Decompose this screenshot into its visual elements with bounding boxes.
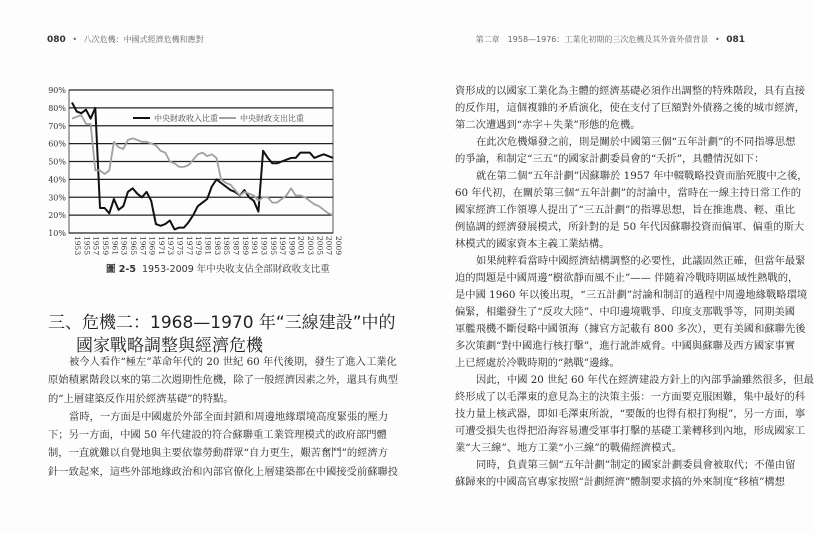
paragraph-line: 軍艦飛機不斷侵略中國領海（據官方記載有 800 多次），更有美國和蘇聯先後 xyxy=(455,323,806,335)
x-tick-label: 1977 xyxy=(184,236,194,256)
x-tick-label: 1973 xyxy=(166,236,176,256)
paragraph-line: 業“大三線”、地方工業“小三線”的戰備經濟模式。 xyxy=(455,442,682,454)
paragraph-line: 偏緊，相繼發生了“反攻大陸”、中印邊境戰爭、印度支那戰爭等，同期美國 xyxy=(455,306,796,318)
paragraph-line: 第二次遭遇到“赤字＋失業”形態的危機。 xyxy=(455,119,641,131)
left-page-number: 080 xyxy=(47,35,66,45)
paragraph-line: 因此，中國 20 世紀 60 年代在經濟建設方針上的內部爭論雖然很多，但最 xyxy=(476,374,814,386)
y-tick-label: 60% xyxy=(48,139,66,149)
x-tick-label: 2007 xyxy=(324,236,334,256)
x-tick-label: 1963 xyxy=(119,236,129,256)
x-tick-label: 1959 xyxy=(100,236,110,256)
paragraph-line: 上已經處於冷戰時期的“熱戰”邊緣。 xyxy=(455,357,620,369)
paragraph-line: 針一致起來，這些外部地緣政治和內部官僚化上層建築都在中國接受前蘇聯投 xyxy=(48,465,399,478)
left-page-body xyxy=(48,353,399,481)
paragraph-line: 國家經濟工作領導人提出了“三五計劃”的指導思想，旨在推進農、輕、重比 xyxy=(455,204,796,216)
paragraph-line: 資形成的以國家工業化為主體的經濟基礎必須作出調整的特殊階段，具有直接 xyxy=(455,85,806,97)
x-tick-label: 1953 xyxy=(73,236,82,256)
paragraph-line: 蘇歸來的中國高官專家按照“計劃經濟”體制要求搞的外來制度“移植”構想 xyxy=(455,476,785,488)
paragraph-line: 可遭受損失也得把沿海容易遭受軍事打擊的基礎工業轉移到內地，形成國家工 xyxy=(455,425,806,437)
paragraph-line: 的“上層建築反作用於經濟基礎”的特點。 xyxy=(48,392,234,405)
section-heading-line-1: 三、危機二：1968—1970 年“三線建設”中的 xyxy=(48,313,396,333)
x-tick-label: 2005 xyxy=(315,236,325,256)
header-separator: • xyxy=(72,35,78,44)
y-tick-label: 40% xyxy=(48,175,66,185)
y-tick-label: 80% xyxy=(48,103,66,113)
y-tick-label: 90% xyxy=(48,86,66,95)
figure-caption xyxy=(106,261,330,275)
x-tick-label: 2001 xyxy=(296,236,306,256)
paragraph-line: 多次策劃“對中國進行核打擊”，進行訛詐威脅。中國與蘇聯及西方國家事實 xyxy=(455,340,796,352)
x-tick-label: 1969 xyxy=(147,236,157,256)
chapter-title: 第二章 1958—1976：工業化初期的三次危機及其外資外債背景 xyxy=(475,35,709,44)
x-tick-label: 1955 xyxy=(82,236,92,256)
right-running-header xyxy=(476,34,745,45)
paragraph-line: 迫的問題是中國周邊“樹欲靜而風不止”—— 伴隨着冷戰時期區域性熱戰的， xyxy=(455,272,799,284)
y-tick-label: 20% xyxy=(48,211,66,221)
y-tick-label: 30% xyxy=(48,193,66,203)
paragraph-line: 就在第二個“五年計劃”因蘇聯於 1957 年中輟戰略投資而胎死腹中之後， xyxy=(476,170,808,182)
x-tick-label: 1979 xyxy=(194,236,204,256)
x-tick-label: 1987 xyxy=(231,236,241,256)
right-page-number: 081 xyxy=(726,35,745,45)
x-tick-label: 1957 xyxy=(91,236,101,256)
x-tick-label: 1995 xyxy=(268,236,278,256)
paragraph-line: 林模式的國家資本主義工業結構。 xyxy=(455,238,610,250)
series-line-expenditure xyxy=(72,115,333,215)
legend-label: 中央財政收入比重 xyxy=(154,114,218,123)
x-tick-label: 1993 xyxy=(259,236,269,256)
right-page-body xyxy=(455,83,814,491)
line-chart xyxy=(40,80,350,260)
paragraph-line: 制，一直就難以自覺地與主要依靠勞動群眾“自力更生，艱苦奮鬥”的經濟方 xyxy=(48,447,389,460)
x-tick-label: 1967 xyxy=(138,236,148,256)
legend-label: 中央財政支出比重 xyxy=(240,114,304,123)
x-tick-label: 1989 xyxy=(240,236,250,256)
paragraph-line: 終形成了以毛澤東的意見為主的決策主張：一方面要克服困難，集中最好的科 xyxy=(455,391,806,403)
paragraph-line: 的爭論，和制定“三五”的國家計劃委員會的“夭折”，具體情況如下： xyxy=(455,153,765,165)
x-tick-label: 1971 xyxy=(156,236,166,256)
x-tick-label: 2003 xyxy=(306,236,316,256)
paragraph-line: 60 年代初，在關於第三個“五年計劃”的討論中，當時在一線主持日常工作的 xyxy=(455,187,802,199)
figure-caption-text: 1953-2009 年中央收支佔全部財政收支比重 xyxy=(141,264,330,275)
y-tick-label: 10% xyxy=(48,229,66,238)
paragraph-line: 被今人看作“極左”革命年代的 20 世紀 60 年代後期，發生了進入工業化 xyxy=(69,356,397,368)
left-running-header xyxy=(47,34,204,45)
y-tick-label: 50% xyxy=(48,157,66,167)
x-tick-label: 1975 xyxy=(175,236,185,256)
header-separator: • xyxy=(714,35,720,44)
paragraph-line: 當時，一方面是中國處於外部全面封鎖和周邊地緣環境高度緊張的壓力 xyxy=(69,410,389,423)
paragraph-line: 在此次危機爆發之前，則是關於中國第三個“五年計劃”的不同指導思想 xyxy=(476,136,796,148)
x-tick-label: 1999 xyxy=(287,236,297,256)
x-tick-label: 1961 xyxy=(110,236,120,256)
paragraph-line: 原始積累階段以來的第二次週期性危機，除了一般經濟因素之外，還具有典型 xyxy=(48,374,399,387)
paragraph-line: 下；另一方面，中國 50 年代建設的符合蘇聯重工業管理模式的政府部門體 xyxy=(48,429,387,442)
paragraph-line: 如果純粹看當時中國經濟結構調整的必要性，此議固然正確，但當年最緊 xyxy=(476,255,806,267)
paragraph-line: 的反作用，這個複雜的矛盾演化，使在支付了巨額對外債務之後的城市經濟， xyxy=(455,102,806,114)
x-tick-label: 1983 xyxy=(212,236,222,256)
x-tick-label: 2009 xyxy=(334,236,343,256)
y-tick-label: 70% xyxy=(48,121,66,131)
x-tick-label: 1981 xyxy=(203,236,213,256)
paragraph-line: 技力量上核武器，即如毛澤東所說，“要飯的也得有根打狗棍”，另一方面，寧 xyxy=(455,408,806,420)
x-tick-label: 1965 xyxy=(128,236,138,256)
x-tick-label: 1997 xyxy=(278,236,288,256)
paragraph-line: 同時，負責第三個“五年計劃”制定的國家計劃委員會被取代；不僅由留 xyxy=(476,459,796,471)
x-tick-label: 1991 xyxy=(250,236,260,256)
paragraph-line: 例協調的經濟發展模式，所針對的是 50 年代因蘇聯投資而偏軍、偏重的斯大 xyxy=(455,221,805,233)
x-tick-label: 1985 xyxy=(222,236,232,256)
book-title: 八次危機：中國式經濟危機和應對 xyxy=(83,35,204,44)
figure-label: 圖 2-5 xyxy=(106,264,136,275)
paragraph-line: 是中國 1960 年以後出現，“三五計劃”討論和制訂的過程中周邊地緣戰略環境 xyxy=(455,289,808,301)
section-heading-line-2: 國家戰略調整與經濟危機 xyxy=(76,336,263,356)
